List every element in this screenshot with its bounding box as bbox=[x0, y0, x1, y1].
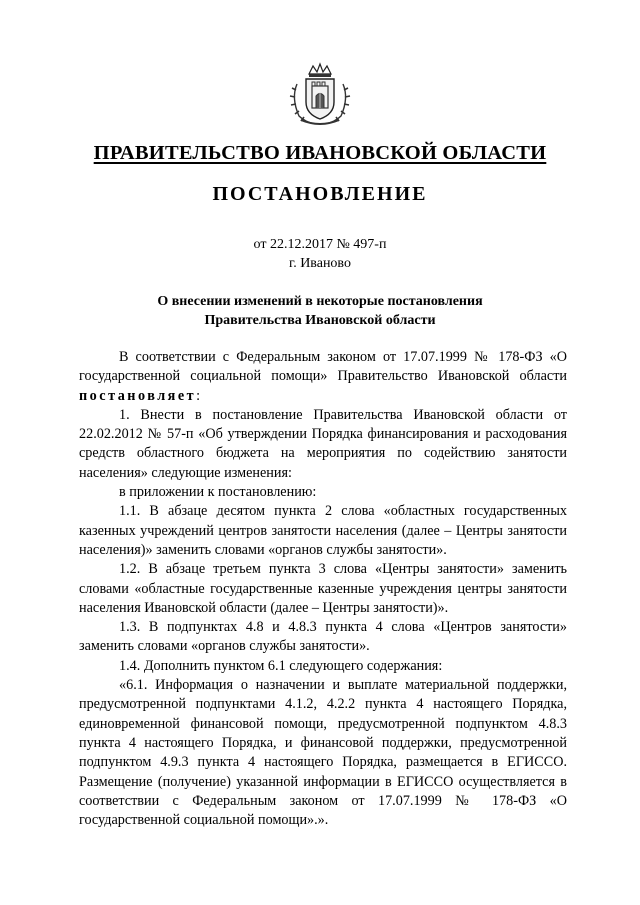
paragraph-1-2: 1.2. В абзаце третьем пункта 3 слова «Центры занятости» заменить словами «областные государственные казенные учреждения центры занятости населения Ивановской области (далее – Центры занятости)». bbox=[79, 561, 567, 616]
paragraph-annex: в приложении к постановлению: bbox=[119, 484, 317, 501]
subject-line-2: Правительства Ивановской области bbox=[204, 313, 436, 328]
subject-line-1: О внесении изменений в некоторые постановления bbox=[157, 294, 483, 309]
document-body bbox=[79, 348, 567, 830]
paragraph-6-1: «6.1. Информация о назначении и выплате материальной поддержки, предусмотренной подпунктами 4.1.2, 4.2.2 пункта 4 настоящего Порядка, единовременной финансовой помощи, предусмотренной подпунктом 4.8.3 пункта 4 настоящего Порядка, и финансовой поддержки, предусмотренной подпунктом 4.9.3 пункта 4 настоящего Порядка, размещается в ЕГИССО. Размещение (получение) указанной информации в ЕГИССО осуществляется в соответствии с Федеральным законом от 17.07.1999 № 178-ФЗ «О государственной социальной помощи».». bbox=[79, 677, 567, 829]
resolves-word: постановляет bbox=[79, 387, 197, 404]
paragraph-1-3: 1.3. В подпунктах 4.8 и 4.8.3 пункта 4 слова «Центров занятости» заменить словами «органов службы занятости». bbox=[79, 619, 567, 655]
city: г. Иваново bbox=[289, 256, 351, 271]
paragraph-1: 1. Внести в постановление Правительства Ивановской области от 22.02.2012 № 57-п «Об утверждении Порядка финансирования и расходования средств областного бюджета на мероприятия по содействию занятости населения» следующие изменения: bbox=[79, 406, 567, 481]
document-subject bbox=[0, 292, 640, 330]
document-type: ПОСТАНОВЛЕНИЕ bbox=[212, 183, 428, 205]
date-number: от 22.12.2017 № 497-п bbox=[253, 237, 387, 252]
government-title: ПРАВИТЕЛЬСТВО ИВАНОВСКОЙ ОБЛАСТИ bbox=[93, 142, 547, 164]
coat-of-arms-emblem bbox=[287, 62, 353, 128]
intro-paragraph bbox=[79, 348, 567, 406]
intro-colon: : bbox=[196, 387, 201, 404]
intro-text: В соответствии с Федеральным законом от 17.07.1999 № 178-ФЗ «О государственной социальной помощи» Правительство Ивановской области bbox=[79, 349, 567, 385]
paragraph-1-4: 1.4. Дополнить пунктом 6.1 следующего содержания: bbox=[119, 657, 443, 674]
paragraph-1-1: 1.1. В абзаце десятом пункта 2 слова «областных государственных казенных учреждений центров занятости населения (далее – Центры занятости населения)» заменить словами «органов службы занятости». bbox=[79, 503, 567, 558]
